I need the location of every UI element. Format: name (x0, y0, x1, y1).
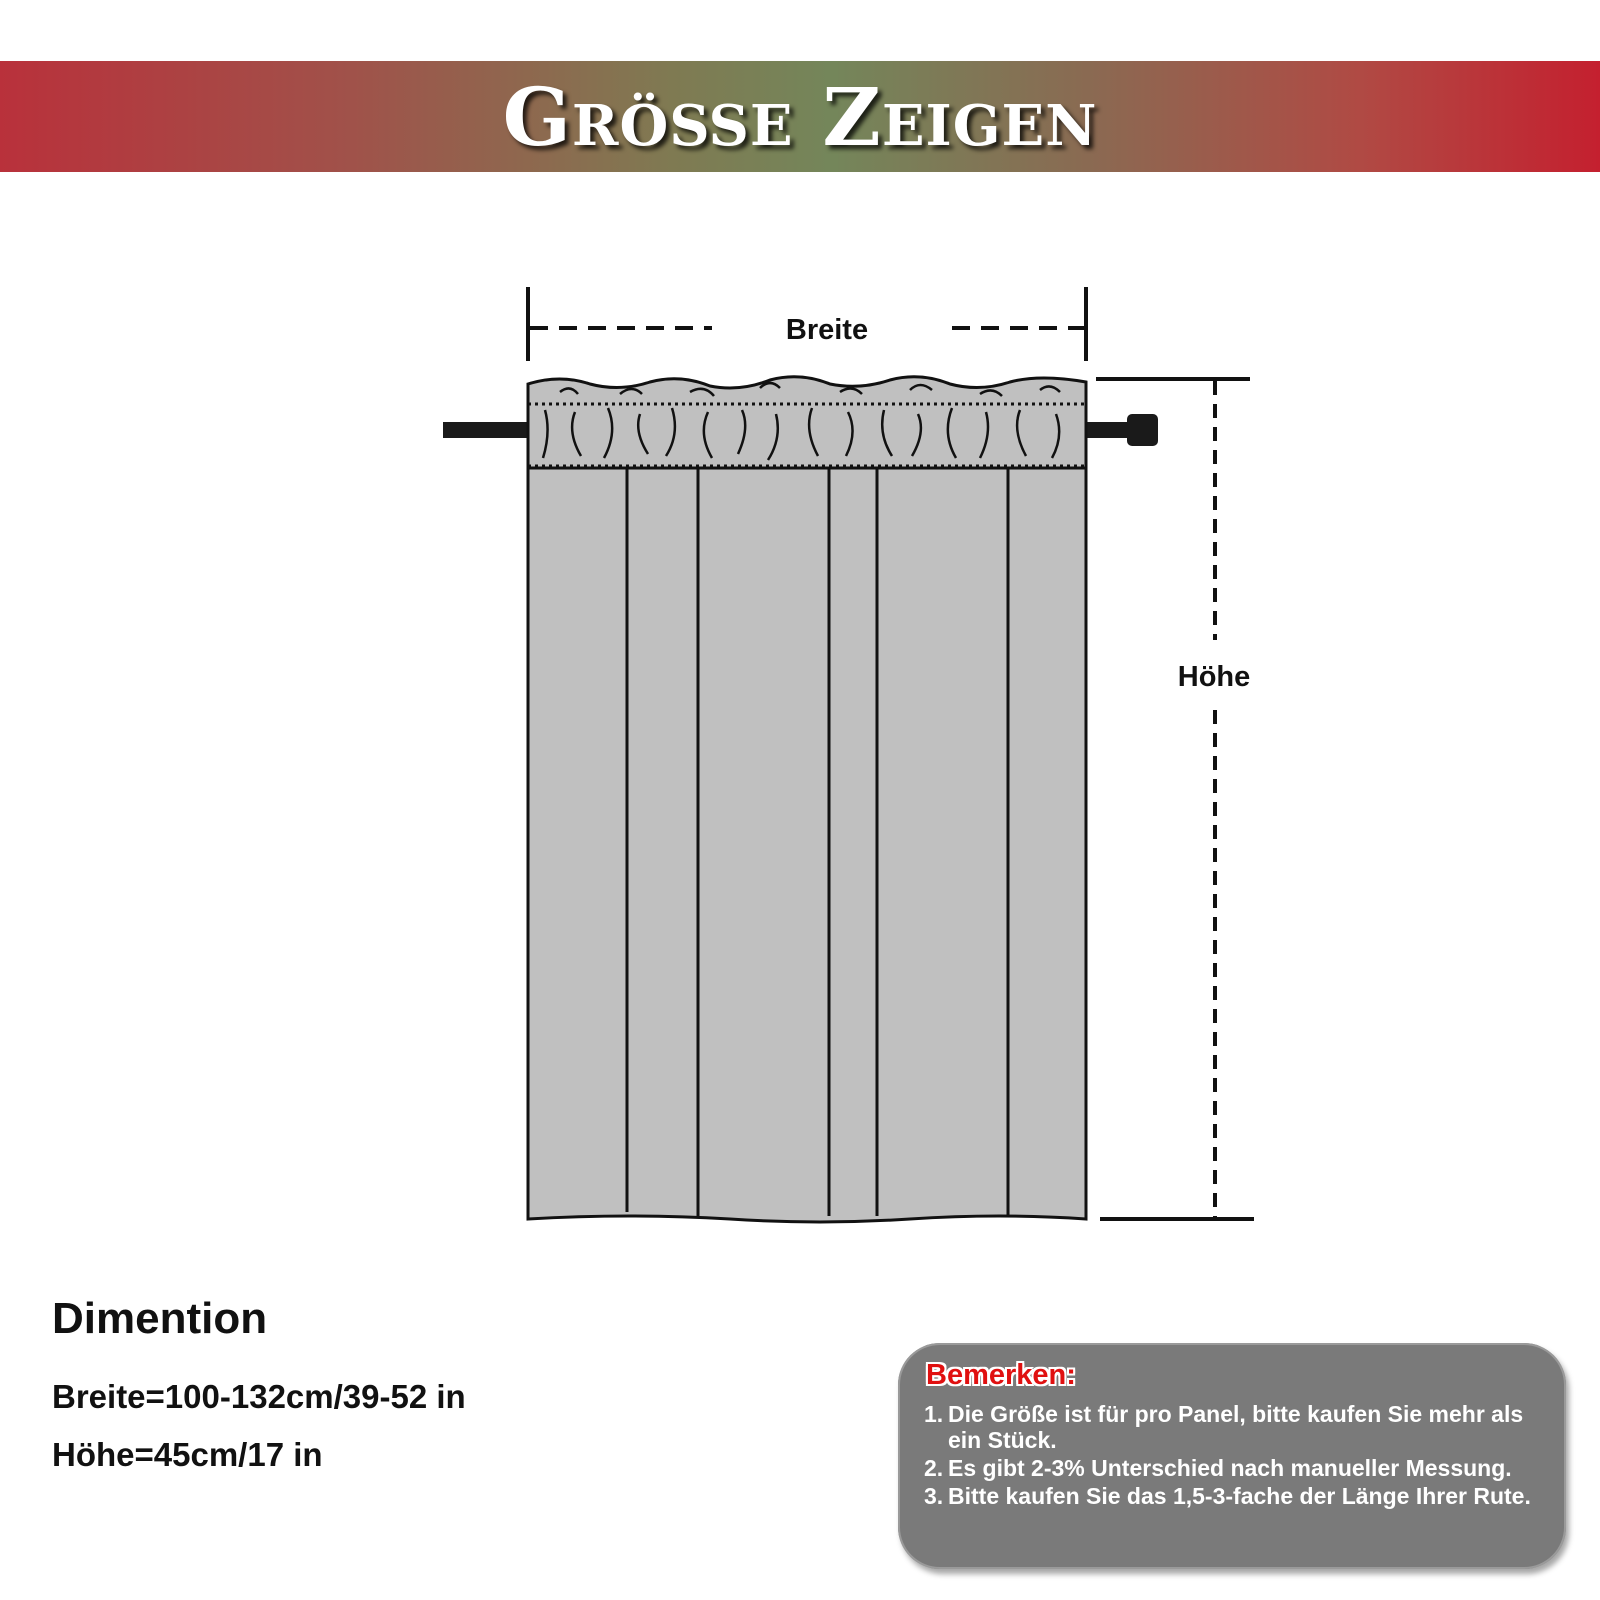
banner-title: Größe Zeigen (502, 69, 1098, 164)
note-number: 1. (924, 1401, 944, 1427)
dimension-width: Breite=100-132cm/39-52 in (52, 1378, 466, 1415)
curtain-panel (528, 377, 1086, 1222)
dimension-height: Höhe=45cm/17 in (52, 1436, 323, 1473)
note-number: 3. (924, 1483, 944, 1509)
note-item (924, 1455, 1554, 1481)
note-text: Es gibt 2-3% Unterschied nach manueller Messung. (948, 1455, 1512, 1481)
rod-end-cap (1127, 414, 1158, 446)
note-item (924, 1401, 1554, 1453)
height-dimension (1096, 379, 1254, 1219)
note-item (924, 1483, 1554, 1509)
curtain-body (528, 468, 1086, 1222)
width-label: Breite (785, 314, 869, 346)
notes-box (898, 1343, 1566, 1569)
note-text: Bitte kaufen Sie das 1,5-3-fache der Länge Ihrer Rute. (948, 1483, 1531, 1509)
notes-list (924, 1401, 1554, 1511)
width-dimension (528, 287, 1086, 361)
note-number: 2. (924, 1455, 944, 1481)
note-text: Die Größe ist für pro Panel, bitte kaufen Sie mehr als ein Stück. (948, 1401, 1524, 1453)
dimension-heading: Dimention (52, 1294, 268, 1343)
height-label: Höhe (1177, 661, 1251, 693)
notes-title: Bemerken: (926, 1359, 1076, 1391)
